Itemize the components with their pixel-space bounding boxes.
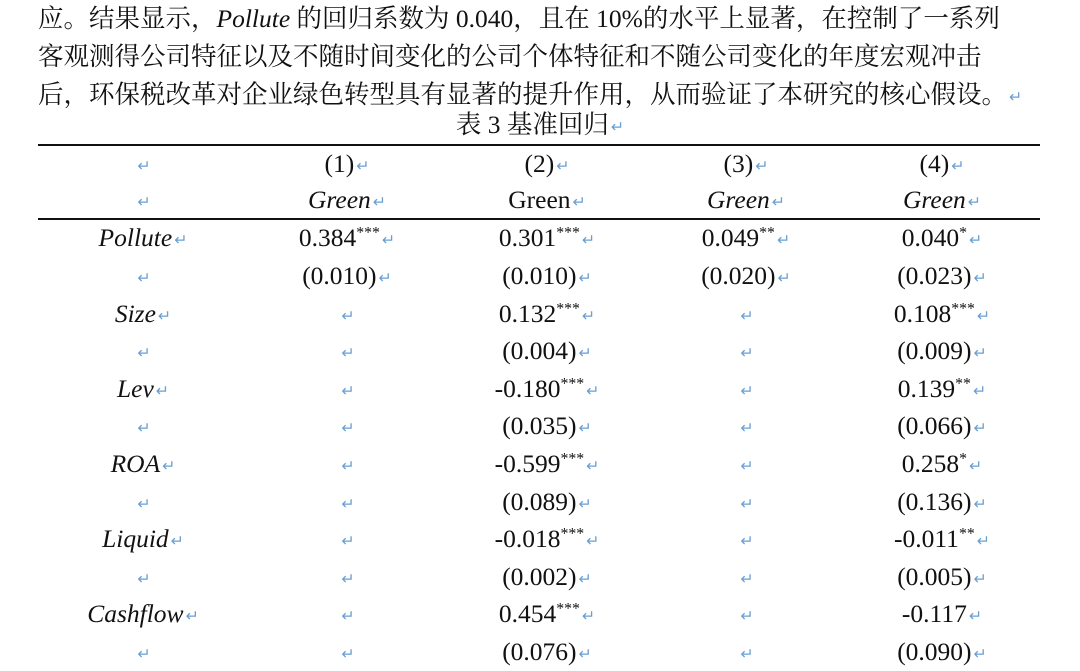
header-row-dependent: [38, 183, 1040, 218]
dependent-variable-1: [248, 183, 446, 218]
paragraph-mark-icon: ↵: [137, 343, 151, 363]
se-cell: [648, 558, 844, 596]
paragraph-mark-icon: ↵: [185, 606, 199, 626]
se-cell: [446, 332, 648, 370]
paragraph-mark-icon: ↵: [155, 380, 170, 400]
paragraph-mark-icon: ↵: [973, 568, 987, 588]
column-number-text: (3): [723, 148, 754, 178]
standard-error-value: (0.136): [897, 486, 972, 516]
coefficient-value: -0.018: [494, 524, 561, 554]
significance-stars: *: [959, 450, 968, 468]
se-row-cashflow: [38, 633, 1040, 671]
paragraph-mark-icon: ↵: [578, 493, 592, 513]
paragraph-mark-icon: ↵: [174, 230, 188, 250]
dependent-variable-text: Green: [902, 185, 966, 215]
paragraph-mark-icon: ↵: [973, 643, 987, 663]
se-cell: [446, 257, 648, 295]
paragraph-mark-icon: ↵: [586, 455, 600, 475]
paragraph-mark-icon: ↵: [740, 643, 754, 663]
variable-name-text: Size: [114, 298, 156, 328]
standard-error-value: (0.009): [897, 336, 972, 366]
paragraph-mark-icon: ↵: [341, 568, 355, 588]
se-row-pollute: [38, 257, 1040, 295]
dependent-variable-text: Green: [706, 185, 770, 215]
coefficient-value: -0.011: [894, 524, 959, 554]
paragraph-mark-icon: ↵: [976, 305, 991, 325]
paragraph-mark-icon: ↵: [740, 305, 754, 325]
paragraph-mark-icon: ↵: [967, 192, 982, 212]
paragraph-mark-icon: ↵: [578, 267, 592, 287]
standard-error-value: (0.010): [502, 260, 577, 290]
paragraph-mark-icon: ↵: [578, 568, 592, 588]
paragraph-mark-icon: ↵: [581, 305, 596, 325]
dependent-variable-text: Green: [508, 185, 571, 215]
se-label-cell: [38, 332, 248, 370]
paragraph-mark-icon: ↵: [578, 643, 592, 663]
standard-error-value: (0.023): [897, 260, 972, 290]
coef-cell: [648, 220, 844, 258]
paragraph-mark-icon: ↵: [556, 155, 570, 175]
paragraph-mark-icon: ↵: [341, 531, 355, 551]
se-cell: [844, 332, 1040, 370]
column-number-text: (1): [324, 148, 355, 178]
paragraph-mark-icon: ↵: [610, 117, 625, 136]
significance-stars: ***: [556, 299, 580, 317]
variable-name-lev: [38, 370, 248, 408]
se-row-lev: [38, 408, 1040, 446]
se-label-cell: [38, 257, 248, 295]
coef-cell: [446, 370, 648, 408]
dependent-variable-text: Green: [307, 185, 371, 215]
coef-cell: [844, 370, 1040, 408]
significance-stars: ***: [356, 224, 380, 242]
paragraph-mark-icon: ↵: [777, 267, 791, 287]
se-cell: [648, 408, 844, 446]
paragraph-mark-icon: ↵: [572, 192, 586, 212]
paragraph-mark-icon: ↵: [973, 418, 987, 438]
se-cell: [844, 408, 1040, 446]
se-row-liquid: [38, 558, 1040, 596]
significance-stars: *: [959, 224, 968, 242]
column-number-1: [248, 145, 446, 183]
paragraph-mark-icon: ↵: [378, 267, 392, 287]
line-2-text: 客观测得公司特征以及不随时间变化的公司个体特征和不随公司变化的年度宏观冲击: [38, 42, 982, 71]
paragraph-mark-icon: ↵: [341, 493, 355, 513]
header-row-columns: [38, 145, 1040, 183]
paragraph-mark-icon: ↵: [740, 455, 754, 475]
paragraph-mark-icon: ↵: [341, 305, 355, 325]
paragraph-mark-icon: ↵: [740, 343, 754, 363]
coef-cell: [248, 370, 446, 408]
se-cell: [248, 558, 446, 596]
se-cell: [446, 483, 648, 521]
standard-error-value: (0.090): [897, 636, 972, 666]
se-label-cell: [38, 633, 248, 671]
paragraph-mark-icon: ↵: [976, 531, 990, 551]
standard-error-value: (0.076): [502, 636, 577, 666]
paragraph-mark-icon: ↵: [755, 155, 769, 175]
coef-cell: [844, 445, 1040, 483]
paragraph-mark-icon: ↵: [578, 418, 592, 438]
paragraph-mark-icon: ↵: [137, 267, 151, 287]
paragraph-mark-icon: ↵: [1009, 87, 1023, 106]
coef-cell: [648, 370, 844, 408]
coef-cell: [248, 295, 446, 333]
se-cell: [648, 483, 844, 521]
se-cell: [446, 558, 648, 596]
paragraph-mark-icon: ↵: [740, 493, 754, 513]
coef-cell: [248, 220, 446, 258]
se-cell: [648, 332, 844, 370]
coef-row-pollute: [38, 220, 1040, 258]
se-cell: [248, 332, 446, 370]
dependent-variable-2: [446, 183, 648, 218]
coefficient-value: 0.384: [298, 223, 357, 253]
coefficient-value: 0.301: [498, 223, 557, 253]
significance-stars: ***: [556, 224, 580, 242]
se-label-cell: [38, 408, 248, 446]
coef-cell: [844, 220, 1040, 258]
se-cell: [446, 633, 648, 671]
header-blank-cell: [38, 183, 248, 218]
coef-cell: [844, 596, 1040, 634]
paragraph-mark-icon: ↵: [341, 418, 355, 438]
significance-stars: ***: [556, 600, 580, 618]
paragraph-mark-icon: ↵: [137, 493, 151, 513]
paragraph-mark-icon: ↵: [137, 418, 151, 438]
coef-cell: [648, 295, 844, 333]
paragraph-mark-icon: ↵: [341, 455, 355, 475]
coef-cell: [446, 220, 648, 258]
coef-row-lev: [38, 370, 1040, 408]
paragraph-mark-icon: ↵: [969, 455, 983, 475]
se-cell: [844, 633, 1040, 671]
column-number-3: [648, 145, 844, 183]
se-cell: [248, 257, 446, 295]
coef-cell: [844, 520, 1040, 558]
paragraph-mark-icon: ↵: [341, 380, 355, 400]
paragraph-mark-icon: ↵: [968, 606, 983, 626]
variable-name-size: [38, 295, 248, 333]
coef-cell: [248, 520, 446, 558]
variable-name-cashflow: [38, 596, 248, 634]
se-cell: [844, 483, 1040, 521]
line-1-text-b: 的回归系数为 0.040，且在 10%的水平上显著，在控制了一系列: [290, 4, 1000, 33]
paragraph-mark-icon: ↵: [586, 380, 600, 400]
column-number-text: (4): [919, 148, 950, 178]
se-cell: [248, 633, 446, 671]
paragraph-mark-icon: ↵: [740, 380, 754, 400]
paragraph-mark-icon: ↵: [740, 531, 754, 551]
standard-error-value: (0.002): [502, 561, 577, 591]
significance-stars: ***: [560, 375, 585, 393]
paragraph-mark-icon: ↵: [162, 455, 176, 475]
paragraph-mark-icon: ↵: [581, 230, 596, 250]
variable-name-roa: [38, 445, 248, 483]
significance-stars: **: [955, 375, 971, 393]
variable-name-text: Pollute: [98, 223, 173, 253]
coef-row-cashflow: [38, 596, 1040, 634]
column-number-text: (2): [524, 148, 555, 178]
coef-cell: [648, 445, 844, 483]
coef-cell: [648, 596, 844, 634]
se-cell: [844, 257, 1040, 295]
se-label-cell: [38, 483, 248, 521]
paragraph-mark-icon: ↵: [157, 305, 172, 325]
table-caption: [0, 109, 1080, 143]
coefficient-value: -0.180: [494, 373, 561, 403]
dependent-variable-4: [844, 183, 1040, 218]
significance-stars: ***: [560, 450, 585, 468]
variable-name-text: Lev: [116, 373, 154, 403]
paragraph-line-1: [38, 0, 1068, 38]
paragraph-mark-icon: ↵: [137, 568, 151, 588]
standard-error-value: (0.066): [897, 411, 972, 441]
paragraph-mark-icon: ↵: [356, 155, 370, 175]
coefficient-value: -0.117: [901, 599, 967, 629]
header-blank-cell: [38, 145, 248, 183]
se-row-roa: [38, 483, 1040, 521]
paragraph-mark-icon: ↵: [969, 230, 983, 250]
standard-error-value: (0.035): [502, 411, 577, 441]
paragraph-mark-icon: ↵: [578, 343, 592, 363]
paragraph-mark-icon: ↵: [137, 643, 151, 663]
line-1-text-a: 应。结果显示，: [38, 4, 217, 33]
coef-row-liquid: [38, 520, 1040, 558]
paragraph-mark-icon: ↵: [740, 606, 754, 626]
variable-name-pollute: [38, 220, 248, 258]
coef-cell: [446, 520, 648, 558]
coef-cell: [248, 596, 446, 634]
column-number-4: [844, 145, 1040, 183]
paragraph-mark-icon: ↵: [137, 192, 151, 212]
significance-stars: ***: [560, 525, 585, 543]
paragraph-mark-icon: ↵: [973, 493, 987, 513]
coef-cell: [844, 295, 1040, 333]
se-cell: [844, 558, 1040, 596]
paragraph-mark-icon: ↵: [581, 606, 596, 626]
standard-error-value: (0.004): [502, 336, 577, 366]
coefficient-value: 0.139: [897, 373, 956, 403]
coef-row-roa: [38, 445, 1040, 483]
standard-error-value: (0.010): [302, 260, 377, 290]
body-paragraph: [38, 0, 1068, 114]
coef-cell: [446, 295, 648, 333]
coef-cell: [446, 596, 648, 634]
se-row-size: [38, 332, 1040, 370]
paragraph-mark-icon: ↵: [170, 531, 184, 551]
variable-name-text: Liquid: [102, 524, 169, 554]
paragraph-mark-icon: ↵: [951, 155, 965, 175]
coefficient-value: 0.454: [498, 599, 557, 629]
significance-stars: ***: [951, 299, 975, 317]
line-1-variable-pollute: Pollute: [216, 4, 291, 33]
paragraph-mark-icon: ↵: [972, 380, 987, 400]
paragraph-mark-icon: ↵: [973, 267, 987, 287]
standard-error-value: (0.089): [502, 486, 577, 516]
coefficient-value: 0.108: [893, 298, 952, 328]
significance-stars: **: [958, 525, 975, 543]
variable-name-text: ROA: [110, 448, 161, 478]
paragraph-mark-icon: ↵: [586, 531, 600, 551]
standard-error-value: (0.005): [897, 561, 972, 591]
paragraph-mark-icon: ↵: [740, 568, 754, 588]
caption-text: 表 3 基准回归: [455, 110, 609, 139]
coef-row-size: [38, 295, 1040, 333]
line-3-text: 后，环保税改革对企业绿色转型具有显著的提升作用，从而验证了本研究的核心假设。: [38, 80, 1008, 109]
paragraph-mark-icon: ↵: [341, 343, 355, 363]
coefficient-value: 0.040: [901, 223, 960, 253]
coefficient-value: 0.049: [701, 223, 760, 253]
coef-cell: [648, 520, 844, 558]
se-cell: [648, 257, 844, 295]
standard-error-value: (0.020): [701, 260, 776, 290]
paragraph-line-2: [38, 38, 1068, 76]
coefficient-value: 0.258: [901, 448, 960, 478]
variable-name-text: Cashflow: [87, 599, 184, 629]
coefficient-value: 0.132: [498, 298, 557, 328]
coef-cell: [446, 445, 648, 483]
se-cell: [248, 408, 446, 446]
paragraph-mark-icon: ↵: [341, 606, 355, 626]
paragraph-mark-icon: ↵: [771, 192, 786, 212]
paragraph-mark-icon: ↵: [740, 418, 754, 438]
column-number-2: [446, 145, 648, 183]
paragraph-mark-icon: ↵: [973, 343, 987, 363]
regression-table: [38, 145, 1040, 671]
paragraph-mark-icon: ↵: [137, 155, 151, 175]
coefficient-value: -0.599: [494, 448, 561, 478]
se-cell: [648, 633, 844, 671]
paragraph-mark-icon: ↵: [776, 230, 791, 250]
paragraph-mark-icon: ↵: [381, 230, 396, 250]
se-label-cell: [38, 558, 248, 596]
paragraph-mark-icon: ↵: [372, 192, 387, 212]
coef-cell: [248, 445, 446, 483]
significance-stars: **: [759, 224, 775, 242]
paragraph-mark-icon: ↵: [341, 643, 355, 663]
dependent-variable-3: [648, 183, 844, 218]
se-cell: [248, 483, 446, 521]
variable-name-liquid: [38, 520, 248, 558]
se-cell: [446, 408, 648, 446]
